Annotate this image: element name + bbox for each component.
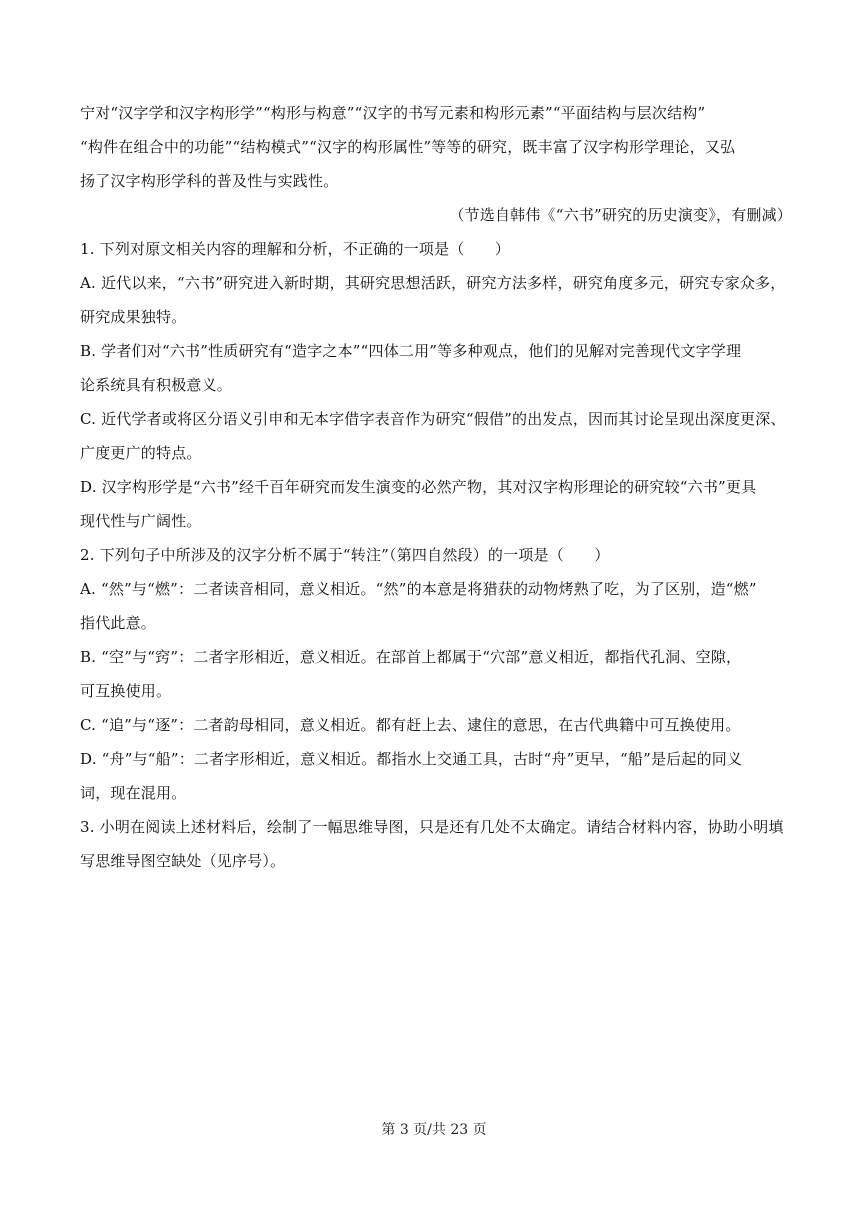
option-line: 现代性与广阔性。 xyxy=(80,512,202,530)
question-2 xyxy=(80,538,792,810)
passage-line: 扬了汉字构形学科的普及性与实践性。 xyxy=(80,172,339,190)
passage-tail xyxy=(80,96,792,198)
option-b xyxy=(80,334,792,402)
option-line: D. 汉字构形学是“六书”经千百年研究而发生演变的必然产物，其对汉字构形理论的研究较“六书”更具 xyxy=(80,478,757,496)
passage-line: 宁对“汉字学和汉字构形学”“构形与构意”“汉字的书写元素和构形元素”“平面结构与层次结构” xyxy=(80,104,706,122)
option-b xyxy=(80,640,792,708)
option-line: 论系统具有积极意义。 xyxy=(80,376,233,394)
option-line: 词，现在混用。 xyxy=(80,784,187,802)
option-d xyxy=(80,470,792,538)
option-line: C. “追”与“逐”：二者韵母相同，意义相近。都有赶上去、逮住的意思，在古代典籍中可互换使用。 xyxy=(80,716,741,734)
source-note: （节选自韩伟《“六书”研究的历史演变》，有删减） xyxy=(449,206,792,224)
page-content xyxy=(80,96,792,878)
question-3 xyxy=(80,810,792,878)
page-footer: 第 3 页/共 23 页 xyxy=(381,1122,487,1138)
question-1 xyxy=(80,232,792,538)
option-line: C. 近代学者或将区分语义引申和无本字借字表音作为研究“假借”的出发点，因而其讨论呈现出深度更深、 xyxy=(80,410,786,428)
option-a xyxy=(80,266,792,334)
passage-line: “构件在组合中的功能”“结构模式”“汉字的构形属性”等等的研究，既丰富了汉字构形学理论，又弘 xyxy=(80,138,736,156)
option-c xyxy=(80,708,792,742)
option-line: D. “舟”与“船”：二者字形相近，意义相近。都指水上交通工具，古时“舟”更早，“船”是后起的同义 xyxy=(80,750,743,768)
question-stem: 写思维导图空缺处（见序号）。 xyxy=(80,852,286,870)
option-d xyxy=(80,742,792,810)
option-c xyxy=(80,402,792,470)
question-stem: 2. 下列句子中所涉及的汉字分析不属于“转注”（第四自然段）的一项是（ ） xyxy=(80,546,610,564)
option-line: A. 近代以来，“六书”研究进入新时期，其研究思想活跃，研究方法多样，研究角度多元，研究专家众多， xyxy=(80,274,786,292)
option-line: A. “然”与“燃”：二者读音相同，意义相近。“然”的本意是将猎获的动物烤熟了吃，为了区别，造“燃” xyxy=(80,580,757,598)
option-line: 可互换使用。 xyxy=(80,682,172,700)
option-a xyxy=(80,572,792,640)
option-line: B. 学者们对“六书”性质研究有“造字之本”“四体二用”等多种观点，他们的见解对完善现代文字学理 xyxy=(80,342,742,360)
option-line: 指代此意。 xyxy=(80,614,157,632)
question-stem: 1. 下列对原文相关内容的理解和分析，不正确的一项是（ ） xyxy=(80,240,511,258)
option-line: B. “空”与“窍”：二者字形相近，意义相近。在部首上都属于“穴部”意义相近，都指代孔洞、空隙， xyxy=(80,648,742,666)
question-stem: 3. 小明在阅读上述材料后，绘制了一幅思维导图，只是还有几处不太确定。请结合材料内容，协助小明填 xyxy=(80,818,784,836)
option-line: 广度更广的特点。 xyxy=(80,444,202,462)
option-line: 研究成果独特。 xyxy=(80,308,187,326)
